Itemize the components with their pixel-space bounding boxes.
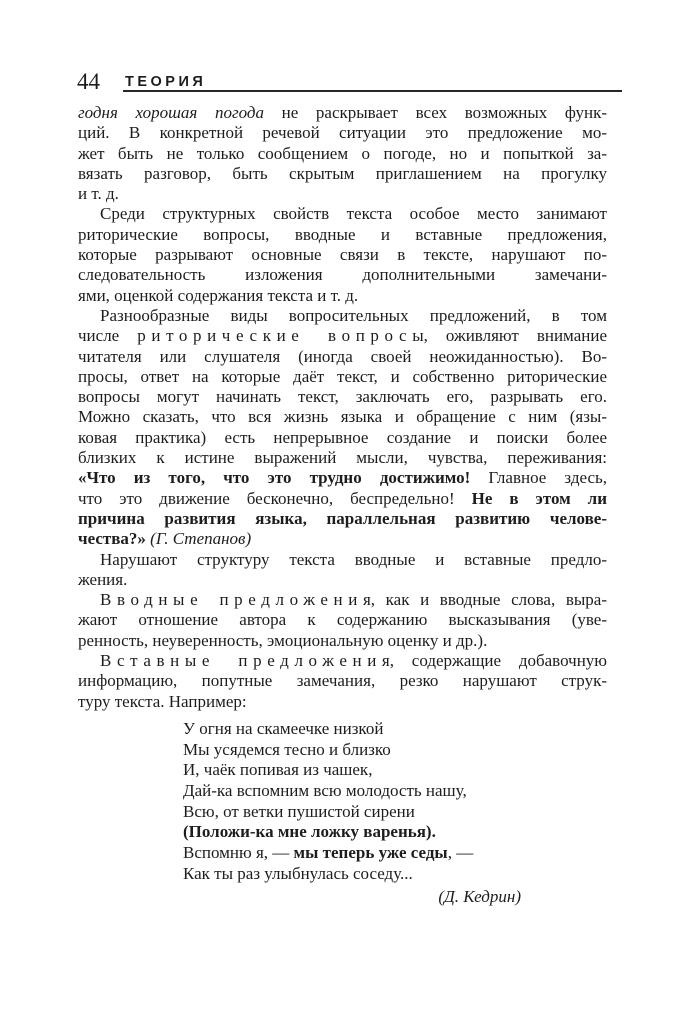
body-paragraph [78, 306, 607, 550]
text-run: не раскрывает всех возможных функ- [263, 103, 607, 122]
poem-line [183, 719, 607, 740]
text-line [78, 590, 607, 610]
text-run: (Г. Степанов) [150, 529, 252, 549]
body-paragraph [78, 651, 607, 712]
text-line [78, 509, 607, 529]
text-run: риторические вопросы, вводные и вставные предложения, [78, 224, 607, 244]
text-line [78, 286, 607, 306]
body-paragraph [78, 204, 607, 305]
text-line [78, 265, 607, 285]
text-run: причина развития языка, параллельная развитию челове- [78, 508, 607, 528]
text-run: Вставные предложения [100, 651, 396, 671]
text-line [78, 489, 607, 509]
text-line [78, 671, 607, 691]
section-title: ТЕОРИЯ [125, 74, 207, 90]
poem-line [183, 802, 607, 823]
poem-line [183, 740, 607, 761]
poem-line [183, 843, 607, 864]
text-line [78, 428, 607, 448]
text-run: , оживляют внимание [423, 326, 607, 346]
text-run: Главное здесь, [470, 468, 608, 488]
text-run: ренность, неуверенность, эмоциональную оценку и др.). [78, 630, 488, 650]
text-run: жения. [78, 569, 128, 589]
text-run: ковая практика) есть непрерывное создание и поиски более [78, 427, 607, 447]
body-paragraph [78, 550, 607, 591]
text-line [78, 651, 607, 671]
text-run: Мы усядемся тесно и близко [183, 739, 391, 759]
text-line [78, 610, 607, 630]
text-run: что это движение бесконечно, беспредельно! [78, 488, 472, 508]
text-run: «Что из того, что это трудно достижимо! [78, 468, 471, 488]
text-run: Всю, от ветки пушистой сирени [183, 801, 415, 821]
text-line [78, 103, 607, 123]
text-line [78, 550, 607, 570]
text-run: , как и вводные слова, выра- [370, 590, 607, 610]
text-line [78, 204, 607, 224]
text-run: Среди структурных свойств текста особое место занимают [100, 204, 607, 224]
body-text [78, 103, 607, 907]
text-run: , содержащие добавочную [389, 651, 607, 671]
text-line [78, 164, 607, 184]
text-run: Разнообразные виды вопросительных предложений, в том [100, 305, 607, 325]
text-run: ций. В конкретной речевой ситуации это предложение мо- [78, 123, 607, 143]
text-line [78, 326, 607, 346]
page-number: 44 [77, 69, 100, 94]
text-run: риторические вопросы [137, 326, 430, 346]
text-run: следовательность изложения дополнительными замечани- [78, 265, 607, 285]
text-line [78, 529, 607, 549]
text-line [78, 367, 607, 387]
text-run: и т. д. [78, 184, 119, 204]
text-run: туру текста. Например: [78, 691, 247, 711]
text-run: Не в этом ли [471, 488, 608, 508]
text-line [78, 407, 607, 427]
text-run: Вспомню я, — [183, 843, 294, 863]
text-line [78, 225, 607, 245]
poem-block [183, 719, 607, 885]
poem-line [183, 864, 607, 885]
text-run: У огня на скамеечке низкой [183, 718, 384, 738]
text-run: Как ты раз улыбнулась соседу... [183, 863, 413, 883]
text-run: вопросы могут начинать текст, заключать его, разрывать его. [78, 387, 607, 407]
text-run: просы, ответ на которые даёт текст, и собственно риторические [78, 366, 607, 386]
text-run: ями, оценкой содержания текста и т. д. [78, 285, 359, 305]
body-paragraph [78, 590, 607, 651]
text-run: Нарушают структуру текста вводные и вставные предло- [100, 549, 607, 569]
poem-line [183, 822, 607, 843]
poem-line [183, 781, 607, 802]
text-line [78, 347, 607, 367]
text-run: Дай-ка вспомним всю молодость нашу, [183, 781, 467, 801]
text-run: И, чаёк попивая из чашек, [183, 760, 373, 780]
text-line [78, 631, 607, 651]
text-run: жают отношение автора к содержанию высказывания (уве- [78, 610, 607, 630]
text-run: жет быть не только сообщением о погоде, но и попыткой за- [78, 143, 607, 163]
text-line [78, 570, 607, 590]
text-run: числе [78, 326, 138, 346]
header-rule [123, 90, 622, 92]
text-run: , — [447, 843, 474, 863]
body-paragraph [78, 103, 607, 204]
text-line [78, 144, 607, 164]
text-line [78, 245, 607, 265]
text-line [78, 448, 607, 468]
text-line [78, 387, 607, 407]
text-run: Вводные предложения [100, 590, 377, 610]
text-line [78, 692, 607, 712]
text-run: (Положи-ка мне ложку варенья). [183, 822, 436, 842]
text-line [78, 306, 607, 326]
text-run: вязать разговор, быть скрытым приглашением на прогулку [78, 163, 607, 183]
text-run: Можно сказать, что вся жизнь языка и обращение с ним (язы- [78, 407, 607, 427]
text-run: мы теперь уже седы [293, 843, 448, 863]
text-run: годня хорошая погода [78, 103, 264, 122]
text-line [78, 184, 607, 204]
text-run: которые разрывают основные связи в тексте, нарушают по- [78, 245, 607, 265]
poem-line [183, 760, 607, 781]
text-run: близких к истине выражений мысли, чувства, переживания: [78, 448, 607, 468]
text-run: чества?» [78, 529, 146, 549]
text-run: информацию, попутные замечания, резко нарушают струк- [78, 671, 607, 691]
poem-author: (Д. Кедрин) [438, 886, 521, 906]
text-run: читателя или слушателя (иногда своей неожиданностью). Во- [78, 346, 607, 366]
text-line [78, 123, 607, 143]
text-line [78, 468, 607, 488]
